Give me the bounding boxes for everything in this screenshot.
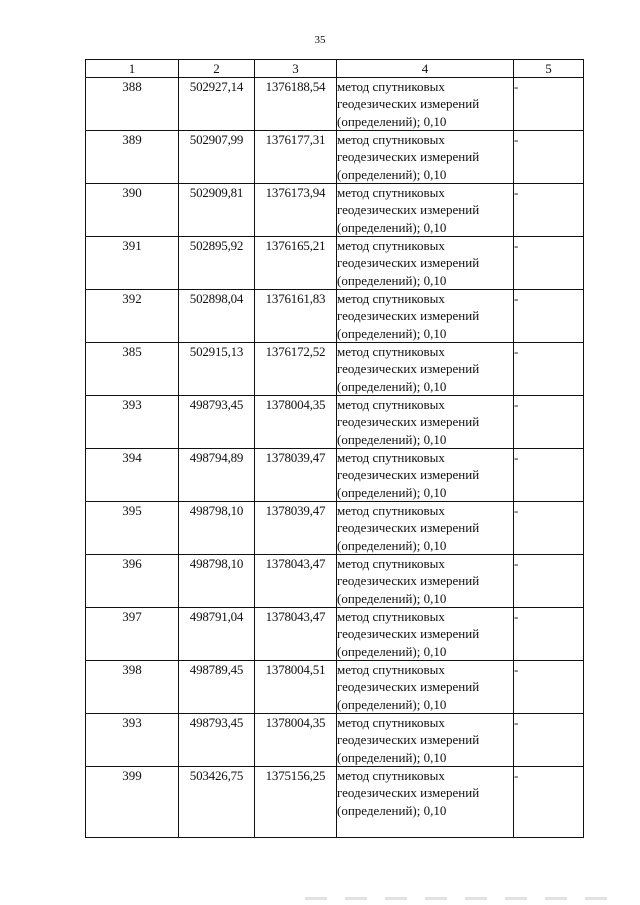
x-coordinate: 498791,04 [189, 609, 244, 624]
point-number-cell [86, 767, 179, 838]
x-coordinate: 498794,89 [189, 450, 244, 465]
point-number: 393 [122, 397, 142, 412]
method-line-1: метод спутниковых [337, 768, 445, 783]
y-coordinate: 1378043,47 [265, 609, 326, 624]
note-cell [514, 131, 584, 184]
y-coordinate: 1378004,35 [265, 397, 326, 412]
x-coordinate: 502909,81 [189, 185, 244, 200]
method-line-3: (определений); 0,10 [337, 590, 447, 606]
note: - [514, 238, 519, 253]
point-number-cell [86, 290, 179, 343]
x-coordinate-cell [179, 767, 255, 838]
x-coordinate-cell [179, 290, 255, 343]
note: - [514, 662, 519, 677]
method-line-2: геодезических измерений [337, 573, 480, 589]
method-line-1: метод спутниковых [337, 79, 445, 94]
method-line-1: метод спутниковых [337, 609, 445, 624]
method-line-2: геодезических измерений [337, 785, 480, 801]
table-row [86, 237, 584, 290]
method-line-1: метод спутниковых [337, 503, 445, 518]
coordinates-table [85, 59, 584, 838]
method-cell [337, 237, 514, 290]
method-line-2: геодезических измерений [337, 626, 480, 642]
y-coordinate: 1378039,47 [265, 450, 326, 465]
point-number: 390 [122, 185, 142, 200]
y-coordinate: 1375156,25 [265, 768, 326, 783]
method-line-3: (определений); 0,10 [337, 643, 447, 659]
table-row [86, 184, 584, 237]
table-row [86, 290, 584, 343]
method-line-1: метод спутниковых [337, 556, 445, 571]
table-row [86, 661, 584, 714]
method-line-2: геодезических измерений [337, 149, 480, 165]
header-col-5: 5 [514, 60, 584, 78]
method-cell [337, 608, 514, 661]
point-number-cell [86, 184, 179, 237]
y-coordinate-cell [255, 396, 337, 449]
note: - [514, 556, 519, 571]
table-row [86, 343, 584, 396]
method-cell [337, 449, 514, 502]
point-number: 388 [122, 79, 142, 94]
method-line-1: метод спутниковых [337, 291, 445, 306]
x-coordinate: 498789,45 [189, 662, 244, 677]
y-coordinate-cell [255, 555, 337, 608]
method-line-3: (определений); 0,10 [337, 696, 447, 712]
x-coordinate-cell [179, 396, 255, 449]
note: - [514, 291, 519, 306]
point-number: 389 [122, 132, 142, 147]
table-row [86, 767, 584, 838]
method-cell [337, 661, 514, 714]
y-coordinate-cell [255, 343, 337, 396]
y-coordinate-cell [255, 608, 337, 661]
x-coordinate: 498793,45 [189, 715, 244, 730]
method-line-3: (определений); 0,10 [337, 378, 447, 394]
method-cell [337, 290, 514, 343]
x-coordinate: 502927,14 [189, 79, 244, 94]
method-line-3: (определений); 0,10 [337, 749, 447, 765]
method-cell [337, 343, 514, 396]
point-number-cell [86, 343, 179, 396]
y-coordinate-cell [255, 184, 337, 237]
method-line-2: геодезических измерений [337, 679, 480, 695]
note-cell [514, 608, 584, 661]
x-coordinate-cell [179, 237, 255, 290]
x-coordinate-cell [179, 184, 255, 237]
note: - [514, 344, 519, 359]
method-line-3: (определений); 0,10 [337, 802, 447, 818]
y-coordinate: 1376161,83 [265, 291, 326, 306]
point-number: 397 [122, 609, 142, 624]
method-line-3: (определений); 0,10 [337, 484, 447, 500]
point-number-cell [86, 714, 179, 767]
method-line-2: геодезических измерений [337, 308, 480, 324]
note: - [514, 79, 519, 94]
x-coordinate: 502895,92 [189, 238, 244, 253]
note-cell [514, 78, 584, 131]
method-line-3: (определений); 0,10 [337, 113, 447, 129]
point-number: 398 [122, 662, 142, 677]
point-number-cell [86, 608, 179, 661]
method-line-2: геодезических измерений [337, 520, 480, 536]
method-cell [337, 184, 514, 237]
method-line-3: (определений); 0,10 [337, 272, 447, 288]
method-line-1: метод спутниковых [337, 397, 445, 412]
table-row [86, 555, 584, 608]
table-header-row [86, 60, 584, 78]
method-line-2: геодезических измерений [337, 414, 480, 430]
note: - [514, 397, 519, 412]
y-coordinate-cell [255, 78, 337, 131]
point-number-cell [86, 396, 179, 449]
x-coordinate-cell [179, 343, 255, 396]
method-line-2: геодезических измерений [337, 732, 480, 748]
method-line-3: (определений); 0,10 [337, 325, 447, 341]
method-cell [337, 714, 514, 767]
method-line-2: геодезических измерений [337, 96, 480, 112]
table-row [86, 131, 584, 184]
x-coordinate-cell [179, 502, 255, 555]
method-cell [337, 555, 514, 608]
y-coordinate: 1378004,35 [265, 715, 326, 730]
table-row [86, 502, 584, 555]
point-number: 395 [122, 503, 142, 518]
y-coordinate-cell [255, 237, 337, 290]
y-coordinate-cell [255, 502, 337, 555]
note: - [514, 715, 519, 730]
y-coordinate-cell [255, 661, 337, 714]
method-line-1: метод спутниковых [337, 132, 445, 147]
method-line-1: метод спутниковых [337, 344, 445, 359]
x-coordinate-cell [179, 714, 255, 767]
y-coordinate: 1378004,51 [265, 662, 326, 677]
note-cell [514, 767, 584, 838]
note-cell [514, 555, 584, 608]
method-line-1: метод спутниковых [337, 185, 445, 200]
method-cell [337, 502, 514, 555]
table-body [86, 78, 584, 838]
y-coordinate-cell [255, 767, 337, 838]
method-cell [337, 131, 514, 184]
point-number: 391 [122, 238, 142, 253]
method-line-3: (определений); 0,10 [337, 219, 447, 235]
y-coordinate-cell [255, 449, 337, 502]
method-line-3: (определений); 0,10 [337, 431, 447, 447]
method-line-2: геодезических измерений [337, 255, 480, 271]
method-line-2: геодезических измерений [337, 467, 480, 483]
header-col-3: 3 [255, 60, 337, 78]
note-cell [514, 714, 584, 767]
note-cell [514, 237, 584, 290]
note-cell [514, 502, 584, 555]
table-row [86, 78, 584, 131]
note: - [514, 609, 519, 624]
y-coordinate: 1376173,94 [265, 185, 326, 200]
table-row [86, 396, 584, 449]
method-line-1: метод спутниковых [337, 450, 445, 465]
method-line-1: метод спутниковых [337, 238, 445, 253]
method-line-3: (определений); 0,10 [337, 537, 447, 553]
table-row [86, 714, 584, 767]
method-line-1: метод спутниковых [337, 715, 445, 730]
method-line-3: (определений); 0,10 [337, 166, 447, 182]
y-coordinate: 1376188,54 [265, 79, 326, 94]
y-coordinate: 1378043,47 [265, 556, 326, 571]
x-coordinate-cell [179, 449, 255, 502]
y-coordinate-cell [255, 131, 337, 184]
note-cell [514, 396, 584, 449]
x-coordinate-cell [179, 555, 255, 608]
method-cell [337, 78, 514, 131]
header-col-1: 1 [86, 60, 179, 78]
point-number: 385 [122, 344, 142, 359]
y-coordinate-cell [255, 290, 337, 343]
point-number-cell [86, 237, 179, 290]
note: - [514, 185, 519, 200]
x-coordinate: 502915,13 [189, 344, 244, 359]
y-coordinate: 1376172,52 [265, 344, 326, 359]
method-cell [337, 767, 514, 838]
x-coordinate-cell [179, 78, 255, 131]
y-coordinate: 1376165,21 [265, 238, 326, 253]
note: - [514, 132, 519, 147]
x-coordinate: 502898,04 [189, 291, 244, 306]
x-coordinate: 498793,45 [189, 397, 244, 412]
note: - [514, 503, 519, 518]
table-row [86, 608, 584, 661]
point-number-cell [86, 555, 179, 608]
x-coordinate: 498798,10 [189, 556, 244, 571]
point-number: 394 [122, 450, 142, 465]
point-number-cell [86, 502, 179, 555]
note-cell [514, 449, 584, 502]
y-coordinate-cell [255, 714, 337, 767]
x-coordinate-cell [179, 131, 255, 184]
point-number: 393 [122, 715, 142, 730]
y-coordinate: 1378039,47 [265, 503, 326, 518]
scan-artifact [305, 897, 625, 900]
note: - [514, 450, 519, 465]
x-coordinate: 498798,10 [189, 503, 244, 518]
point-number: 392 [122, 291, 142, 306]
note-cell [514, 343, 584, 396]
page-number: 35 [314, 34, 326, 46]
method-line-2: геодезических измерений [337, 202, 480, 218]
x-coordinate: 502907,99 [189, 132, 244, 147]
table-row [86, 449, 584, 502]
note-cell [514, 184, 584, 237]
method-cell [337, 396, 514, 449]
point-number-cell [86, 661, 179, 714]
point-number: 399 [122, 768, 142, 783]
note: - [514, 768, 519, 783]
point-number-cell [86, 131, 179, 184]
method-line-1: метод спутниковых [337, 662, 445, 677]
note-cell [514, 661, 584, 714]
x-coordinate-cell [179, 608, 255, 661]
header-col-4: 4 [337, 60, 514, 78]
x-coordinate: 503426,75 [189, 768, 244, 783]
note-cell [514, 290, 584, 343]
point-number: 396 [122, 556, 142, 571]
header-col-2: 2 [179, 60, 255, 78]
x-coordinate-cell [179, 661, 255, 714]
y-coordinate: 1376177,31 [265, 132, 326, 147]
point-number-cell [86, 449, 179, 502]
point-number-cell [86, 78, 179, 131]
method-line-2: геодезических измерений [337, 361, 480, 377]
